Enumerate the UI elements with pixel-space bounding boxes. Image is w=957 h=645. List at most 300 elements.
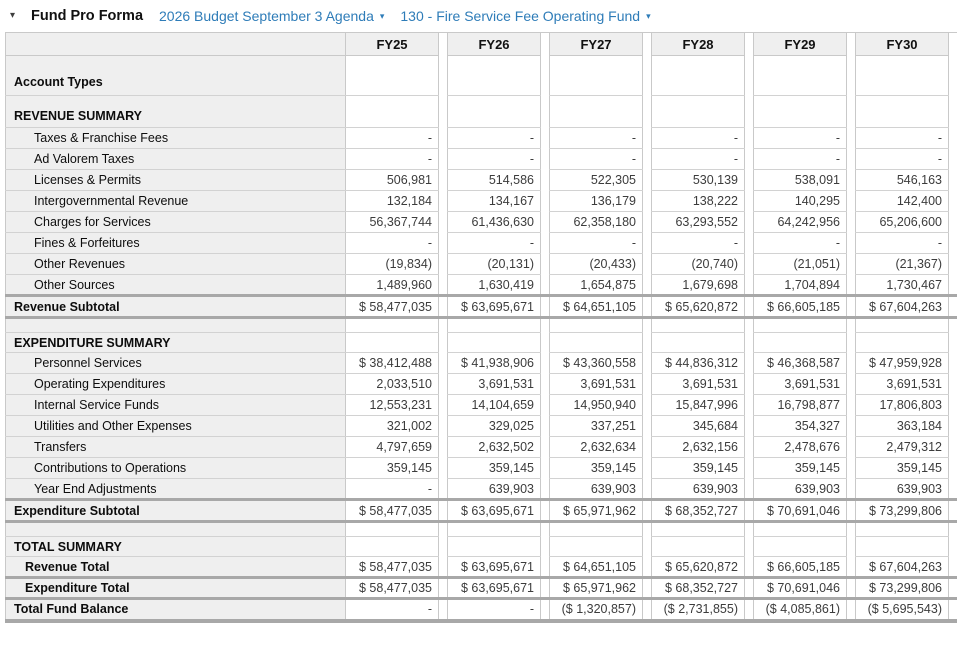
row-year-end-adjustments xyxy=(6,479,957,500)
value-cell-fy28 xyxy=(652,522,745,537)
gutter-cell xyxy=(745,599,754,621)
row-utilities-and-other-expenses xyxy=(6,416,957,437)
gutter-cell xyxy=(745,128,754,149)
gutter-cell xyxy=(643,33,652,56)
fund-dropdown[interactable] xyxy=(400,8,650,24)
gutter-cell xyxy=(847,233,856,254)
value-cell-fy28: $ 44,836,312 xyxy=(652,353,745,374)
row-label: Account Types xyxy=(6,56,346,96)
pro-forma-table xyxy=(5,32,957,623)
gutter-cell xyxy=(745,416,754,437)
gutter-cell xyxy=(541,395,550,416)
value-cell-fy26: $ 63,695,671 xyxy=(448,557,541,578)
value-cell-fy30: 546,163 xyxy=(856,170,949,191)
value-cell-fy26: - xyxy=(448,149,541,170)
gutter-cell xyxy=(643,353,652,374)
gutter-cell xyxy=(541,170,550,191)
value-cell-fy25: $ 58,477,035 xyxy=(346,557,439,578)
gutter-cell xyxy=(949,149,957,170)
gutter-cell xyxy=(949,557,957,578)
row-blank xyxy=(6,522,957,537)
value-cell-fy25: $ 58,477,035 xyxy=(346,500,439,522)
gutter-cell xyxy=(949,599,957,621)
row-label: Internal Service Funds xyxy=(6,395,346,416)
value-cell-fy28 xyxy=(652,318,745,333)
row-internal-service-funds xyxy=(6,395,957,416)
chevron-down-icon: ▾ xyxy=(646,11,651,21)
row-label: Revenue Subtotal xyxy=(6,296,346,318)
value-cell-fy25 xyxy=(346,318,439,333)
value-cell-fy27 xyxy=(550,56,643,96)
gutter-cell xyxy=(745,254,754,275)
value-cell-fy30: $ 73,299,806 xyxy=(856,500,949,522)
gutter-cell xyxy=(439,128,448,149)
row-expenditure-summary xyxy=(6,333,957,353)
value-cell-fy30 xyxy=(856,537,949,557)
value-cell-fy27: 359,145 xyxy=(550,458,643,479)
value-cell-fy26: - xyxy=(448,599,541,621)
toolbar xyxy=(0,0,957,32)
gutter-cell xyxy=(439,578,448,599)
gutter-cell xyxy=(949,318,957,333)
value-cell-fy27: 1,654,875 xyxy=(550,275,643,296)
gutter-cell xyxy=(949,578,957,599)
value-cell-fy29: - xyxy=(754,128,847,149)
row-transfers xyxy=(6,437,957,458)
value-cell-fy27: - xyxy=(550,233,643,254)
value-cell-fy28 xyxy=(652,333,745,353)
gutter-cell xyxy=(745,191,754,212)
row-label: Fines & Forfeitures xyxy=(6,233,346,254)
gutter-cell xyxy=(949,96,957,128)
gutter-cell xyxy=(745,56,754,96)
gutter-cell xyxy=(847,33,856,56)
value-cell-fy27: ($ 1,320,857) xyxy=(550,599,643,621)
gutter-cell xyxy=(847,296,856,318)
value-cell-fy28: ($ 2,731,855) xyxy=(652,599,745,621)
gutter-cell xyxy=(847,557,856,578)
gutter-cell xyxy=(847,437,856,458)
gutter-cell xyxy=(541,416,550,437)
gutter-cell xyxy=(439,557,448,578)
gutter-cell xyxy=(847,212,856,233)
gutter-cell xyxy=(745,212,754,233)
gutter-cell xyxy=(847,458,856,479)
row-contributions-to-operations xyxy=(6,458,957,479)
value-cell-fy27 xyxy=(550,537,643,557)
value-cell-fy29: 16,798,877 xyxy=(754,395,847,416)
gutter-cell xyxy=(949,416,957,437)
gutter-cell xyxy=(643,437,652,458)
value-cell-fy30: - xyxy=(856,128,949,149)
gutter-cell xyxy=(541,537,550,557)
row-total-summary xyxy=(6,537,957,557)
gutter-cell xyxy=(541,374,550,395)
value-cell-fy30: 17,806,803 xyxy=(856,395,949,416)
value-cell-fy28: - xyxy=(652,149,745,170)
gutter-cell xyxy=(745,149,754,170)
value-cell-fy26: 14,104,659 xyxy=(448,395,541,416)
gutter-cell xyxy=(949,333,957,353)
value-cell-fy25 xyxy=(346,56,439,96)
gutter-cell xyxy=(541,458,550,479)
value-cell-fy25: 359,145 xyxy=(346,458,439,479)
value-cell-fy28: 63,293,552 xyxy=(652,212,745,233)
value-cell-fy26 xyxy=(448,333,541,353)
collapse-caret-icon[interactable]: ▾ xyxy=(10,10,16,21)
value-cell-fy25: 1,489,960 xyxy=(346,275,439,296)
value-cell-fy29: 1,704,894 xyxy=(754,275,847,296)
gutter-cell xyxy=(541,96,550,128)
gutter-cell xyxy=(541,333,550,353)
value-cell-fy29: $ 66,605,185 xyxy=(754,296,847,318)
value-cell-fy28 xyxy=(652,537,745,557)
value-cell-fy26: - xyxy=(448,128,541,149)
value-cell-fy28: 345,684 xyxy=(652,416,745,437)
value-cell-fy30 xyxy=(856,318,949,333)
value-cell-fy28: - xyxy=(652,233,745,254)
gutter-cell xyxy=(643,479,652,500)
gutter-cell xyxy=(541,275,550,296)
row-label: Charges for Services xyxy=(6,212,346,233)
gutter-cell xyxy=(949,254,957,275)
value-cell-fy27 xyxy=(550,333,643,353)
value-cell-fy30: 1,730,467 xyxy=(856,275,949,296)
value-cell-fy27: 62,358,180 xyxy=(550,212,643,233)
gutter-cell xyxy=(643,578,652,599)
gutter-cell xyxy=(949,275,957,296)
row-label: Other Revenues xyxy=(6,254,346,275)
value-cell-fy25: 506,981 xyxy=(346,170,439,191)
gutter-cell xyxy=(439,500,448,522)
value-cell-fy26: $ 63,695,671 xyxy=(448,500,541,522)
value-cell-fy26 xyxy=(448,522,541,537)
value-cell-fy29 xyxy=(754,318,847,333)
value-cell-fy29: 639,903 xyxy=(754,479,847,500)
gutter-cell xyxy=(439,96,448,128)
row-label: Year End Adjustments xyxy=(6,479,346,500)
value-cell-fy25: - xyxy=(346,149,439,170)
gutter-cell xyxy=(949,537,957,557)
value-cell-fy30: - xyxy=(856,233,949,254)
gutter-cell xyxy=(541,191,550,212)
value-cell-fy26: $ 63,695,671 xyxy=(448,296,541,318)
gutter-cell xyxy=(541,599,550,621)
value-cell-fy29: 538,091 xyxy=(754,170,847,191)
row-label: Taxes & Franchise Fees xyxy=(6,128,346,149)
row-operating-expenditures xyxy=(6,374,957,395)
gutter-cell xyxy=(439,149,448,170)
gutter-cell xyxy=(541,318,550,333)
row-label: Expenditure Subtotal xyxy=(6,500,346,522)
chevron-down-icon: ▾ xyxy=(379,11,385,21)
gutter-cell xyxy=(643,128,652,149)
gutter-cell xyxy=(949,437,957,458)
value-cell-fy29: 64,242,956 xyxy=(754,212,847,233)
value-cell-fy25 xyxy=(346,96,439,128)
row-label: Other Sources xyxy=(6,275,346,296)
gutter-cell xyxy=(643,522,652,537)
gutter-cell xyxy=(745,233,754,254)
value-cell-fy26 xyxy=(448,318,541,333)
gutter-cell xyxy=(643,599,652,621)
value-cell-fy27: $ 64,651,105 xyxy=(550,557,643,578)
value-cell-fy26 xyxy=(448,56,541,96)
gutter-cell xyxy=(847,537,856,557)
fund-dropdown-label: 130 - Fire Service Fee Operating Fund xyxy=(400,8,641,24)
row-revenue-subtotal xyxy=(6,296,957,318)
gutter-cell xyxy=(847,149,856,170)
row-label: Contributions to Operations xyxy=(6,458,346,479)
table-container xyxy=(0,32,957,623)
value-cell-fy30: 359,145 xyxy=(856,458,949,479)
value-cell-fy27: 522,305 xyxy=(550,170,643,191)
value-cell-fy28 xyxy=(652,56,745,96)
value-cell-fy28: 3,691,531 xyxy=(652,374,745,395)
value-cell-fy27: 136,179 xyxy=(550,191,643,212)
gutter-cell xyxy=(745,275,754,296)
gutter-cell xyxy=(643,537,652,557)
row-expenditure-total xyxy=(6,578,957,599)
row-total-fund-balance xyxy=(6,599,957,621)
row-ad-valorem-taxes xyxy=(6,149,957,170)
value-cell-fy29: $ 70,691,046 xyxy=(754,578,847,599)
value-cell-fy25: - xyxy=(346,128,439,149)
value-cell-fy28: 639,903 xyxy=(652,479,745,500)
value-cell-fy30: 142,400 xyxy=(856,191,949,212)
value-cell-fy25: $ 58,477,035 xyxy=(346,296,439,318)
value-cell-fy26: (20,131) xyxy=(448,254,541,275)
value-cell-fy29: $ 70,691,046 xyxy=(754,500,847,522)
value-cell-fy30: 363,184 xyxy=(856,416,949,437)
value-cell-fy28: 1,679,698 xyxy=(652,275,745,296)
row-expenditure-subtotal xyxy=(6,500,957,522)
gutter-cell xyxy=(439,522,448,537)
column-header-fy30: FY30 xyxy=(856,33,949,56)
gutter-cell xyxy=(439,233,448,254)
gutter-cell xyxy=(745,458,754,479)
row-label: Intergovernmental Revenue xyxy=(6,191,346,212)
gutter-cell xyxy=(847,374,856,395)
value-cell-fy28: - xyxy=(652,128,745,149)
value-cell-fy30 xyxy=(856,333,949,353)
column-header-fy29: FY29 xyxy=(754,33,847,56)
row-label: Personnel Services xyxy=(6,353,346,374)
value-cell-fy26: 1,630,419 xyxy=(448,275,541,296)
value-cell-fy25: 12,553,231 xyxy=(346,395,439,416)
gutter-cell xyxy=(541,353,550,374)
gutter-cell xyxy=(541,254,550,275)
value-cell-fy28: $ 68,352,727 xyxy=(652,578,745,599)
value-cell-fy27: $ 43,360,558 xyxy=(550,353,643,374)
gutter-cell xyxy=(439,374,448,395)
column-header-fy25: FY25 xyxy=(346,33,439,56)
value-cell-fy30: 3,691,531 xyxy=(856,374,949,395)
value-cell-fy26: 639,903 xyxy=(448,479,541,500)
gutter-cell xyxy=(949,353,957,374)
value-cell-fy25 xyxy=(346,333,439,353)
gutter-cell xyxy=(745,537,754,557)
value-cell-fy29 xyxy=(754,522,847,537)
gutter-cell xyxy=(847,479,856,500)
row-label: Revenue Total xyxy=(6,557,346,578)
budget-dropdown[interactable] xyxy=(159,8,384,24)
gutter-cell xyxy=(847,56,856,96)
row-label: Utilities and Other Expenses xyxy=(6,416,346,437)
gutter-cell xyxy=(745,557,754,578)
gutter-cell xyxy=(643,191,652,212)
table-body xyxy=(6,56,957,621)
header-row xyxy=(6,33,957,56)
value-cell-fy27: (20,433) xyxy=(550,254,643,275)
row-label: EXPENDITURE SUMMARY xyxy=(6,333,346,353)
gutter-cell xyxy=(541,557,550,578)
value-cell-fy28: $ 68,352,727 xyxy=(652,500,745,522)
value-cell-fy28: 359,145 xyxy=(652,458,745,479)
value-cell-fy27: $ 64,651,105 xyxy=(550,296,643,318)
row-label: Ad Valorem Taxes xyxy=(6,149,346,170)
value-cell-fy27: - xyxy=(550,128,643,149)
value-cell-fy29: $ 66,605,185 xyxy=(754,557,847,578)
value-cell-fy30: $ 67,604,263 xyxy=(856,296,949,318)
gutter-cell xyxy=(439,458,448,479)
gutter-cell xyxy=(949,33,957,56)
table-header xyxy=(6,33,957,56)
value-cell-fy29: 140,295 xyxy=(754,191,847,212)
value-cell-fy27: 639,903 xyxy=(550,479,643,500)
row-revenue-total xyxy=(6,557,957,578)
gutter-cell xyxy=(643,557,652,578)
value-cell-fy26: $ 41,938,906 xyxy=(448,353,541,374)
gutter-cell xyxy=(439,318,448,333)
gutter-cell xyxy=(439,416,448,437)
gutter-cell xyxy=(439,479,448,500)
gutter-cell xyxy=(745,437,754,458)
value-cell-fy30: (21,367) xyxy=(856,254,949,275)
gutter-cell xyxy=(847,578,856,599)
gutter-cell xyxy=(847,522,856,537)
gutter-cell xyxy=(949,212,957,233)
value-cell-fy30 xyxy=(856,522,949,537)
value-cell-fy25: 56,367,744 xyxy=(346,212,439,233)
value-cell-fy28: $ 65,620,872 xyxy=(652,296,745,318)
value-cell-fy25: $ 38,412,488 xyxy=(346,353,439,374)
gutter-cell xyxy=(643,212,652,233)
gutter-cell xyxy=(643,149,652,170)
value-cell-fy29: - xyxy=(754,233,847,254)
row-label xyxy=(6,522,346,537)
gutter-cell xyxy=(745,578,754,599)
value-cell-fy26: 329,025 xyxy=(448,416,541,437)
gutter-cell xyxy=(847,500,856,522)
gutter-cell xyxy=(439,56,448,96)
value-cell-fy30: $ 67,604,263 xyxy=(856,557,949,578)
value-cell-fy29 xyxy=(754,333,847,353)
value-cell-fy29: $ 46,368,587 xyxy=(754,353,847,374)
gutter-cell xyxy=(847,128,856,149)
gutter-cell xyxy=(439,333,448,353)
value-cell-fy30: ($ 5,695,543) xyxy=(856,599,949,621)
value-cell-fy29 xyxy=(754,96,847,128)
gutter-cell xyxy=(541,149,550,170)
value-cell-fy28: 2,632,156 xyxy=(652,437,745,458)
value-cell-fy25 xyxy=(346,522,439,537)
gutter-cell xyxy=(439,296,448,318)
gutter-cell xyxy=(439,353,448,374)
value-cell-fy25: 4,797,659 xyxy=(346,437,439,458)
gutter-cell xyxy=(541,56,550,96)
gutter-cell xyxy=(643,333,652,353)
value-cell-fy29: - xyxy=(754,149,847,170)
value-cell-fy27: $ 65,971,962 xyxy=(550,578,643,599)
gutter-cell xyxy=(541,212,550,233)
value-cell-fy29 xyxy=(754,56,847,96)
value-cell-fy29: ($ 4,085,861) xyxy=(754,599,847,621)
value-cell-fy25: 132,184 xyxy=(346,191,439,212)
gutter-cell xyxy=(949,458,957,479)
value-cell-fy30: 639,903 xyxy=(856,479,949,500)
gutter-cell xyxy=(949,395,957,416)
row-account-types xyxy=(6,56,957,96)
gutter-cell xyxy=(745,522,754,537)
row-label: Total Fund Balance xyxy=(6,599,346,621)
value-cell-fy26: 359,145 xyxy=(448,458,541,479)
value-cell-fy26: 61,436,630 xyxy=(448,212,541,233)
gutter-cell xyxy=(541,128,550,149)
gutter-cell xyxy=(847,353,856,374)
gutter-cell xyxy=(643,296,652,318)
row-personnel-services xyxy=(6,353,957,374)
value-cell-fy26: 514,586 xyxy=(448,170,541,191)
value-cell-fy29: 354,327 xyxy=(754,416,847,437)
value-cell-fy25: $ 58,477,035 xyxy=(346,578,439,599)
gutter-cell xyxy=(439,33,448,56)
gutter-cell xyxy=(949,500,957,522)
value-cell-fy28 xyxy=(652,96,745,128)
gutter-cell xyxy=(541,437,550,458)
column-header-fy28: FY28 xyxy=(652,33,745,56)
gutter-cell xyxy=(745,318,754,333)
row-label: TOTAL SUMMARY xyxy=(6,537,346,557)
gutter-cell xyxy=(847,96,856,128)
value-cell-fy25: - xyxy=(346,479,439,500)
row-taxes-franchise-fees xyxy=(6,128,957,149)
gutter-cell xyxy=(439,170,448,191)
value-cell-fy26: 3,691,531 xyxy=(448,374,541,395)
gutter-cell xyxy=(949,128,957,149)
gutter-cell xyxy=(745,96,754,128)
gutter-cell xyxy=(541,296,550,318)
row-fines-forfeitures xyxy=(6,233,957,254)
value-cell-fy27 xyxy=(550,522,643,537)
value-cell-fy30 xyxy=(856,56,949,96)
gutter-cell xyxy=(439,395,448,416)
value-cell-fy27: 3,691,531 xyxy=(550,374,643,395)
gutter-cell xyxy=(643,56,652,96)
value-cell-fy25: 321,002 xyxy=(346,416,439,437)
value-cell-fy30: - xyxy=(856,149,949,170)
row-label: Transfers xyxy=(6,437,346,458)
gutter-cell xyxy=(949,191,957,212)
value-cell-fy28: 138,222 xyxy=(652,191,745,212)
gutter-cell xyxy=(643,170,652,191)
row-charges-for-services xyxy=(6,212,957,233)
gutter-cell xyxy=(949,170,957,191)
value-cell-fy29: 3,691,531 xyxy=(754,374,847,395)
row-label xyxy=(6,318,346,333)
value-cell-fy26: 2,632,502 xyxy=(448,437,541,458)
gutter-cell xyxy=(541,33,550,56)
